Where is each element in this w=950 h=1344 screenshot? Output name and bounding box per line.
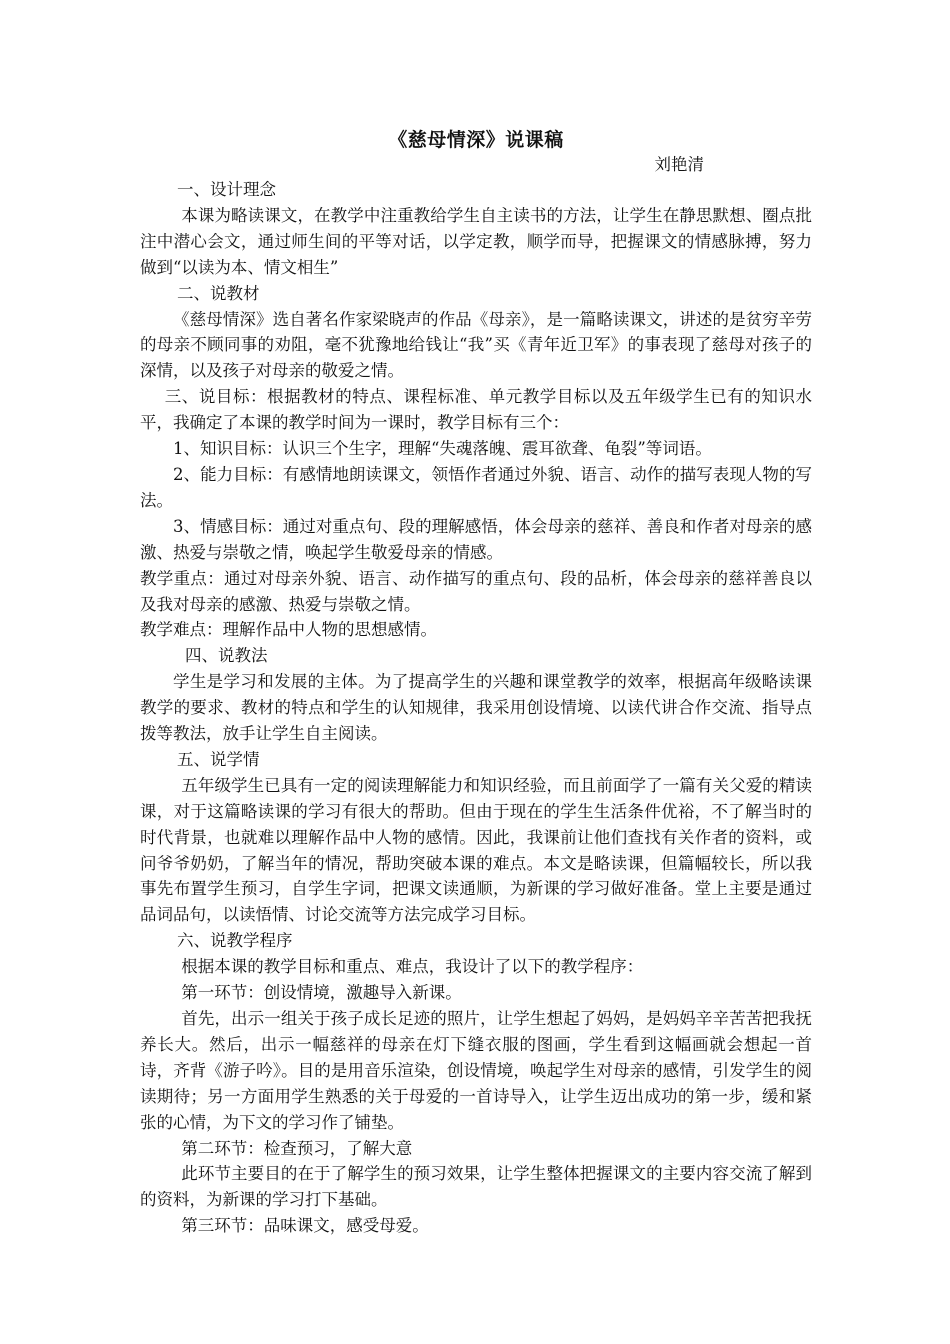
section-heading-s2-head: 二、说教材	[177, 283, 260, 303]
paragraph-difficulty: 教学难点：理解作品中人物的思想感情。	[140, 620, 437, 640]
paragraph-s4-body: 学生是学习和发展的主体。为了提高学生的兴趣和课堂教学的效率，根据高年级略读课教学的要求、教材的特点和学生的认知规律，我采用创设情境、以读代讲合作交流、指导点拨等教法，放手让学生自主阅读。	[140, 672, 812, 744]
document-title: 《慈母情深》说课稿	[388, 129, 564, 151]
paragraph-goal-2: 2、能力目标：有感情地朗读课文，领悟作者通过外貌、语言、动作的描写表现人物的写法。	[140, 464, 812, 510]
paragraph-goal-3: 3、情感目标：通过对重点句、段的理解感悟，体会母亲的慈祥、善良和作者对母亲的感激、热爱与崇敬之情，唤起学生敬爱母亲的情感。	[140, 516, 812, 562]
paragraph-step1-body: 首先，出示一组关于孩子成长足迹的照片，让学生想起了妈妈，是妈妈辛辛苦苦把我抚养长大。然后，出示一幅慈祥的母亲在灯下缝衣服的图画，学生看到这幅画就会想起一首诗，齐背《游子吟》。目的是用音乐渲染，创设情境，唤起学生对母亲的感情，引发学生的阅读期待；另一方面用学生熟悉的关于母爱的一首诗导入，让学生迈出成功的第一步，缓和紧张的心情，为下文的学习作了铺垫。	[140, 1009, 812, 1132]
paragraph-step2-head: 第二环节：检查预习，了解大意	[181, 1138, 413, 1158]
paragraph-key-point: 教学重点：通过对母亲外貌、语言、动作描写的重点句、段的品析，体会母亲的慈祥善良以及我对母亲的感激、热爱与崇敬之情。	[140, 568, 812, 614]
section-heading-s5-head: 五、说学情	[177, 749, 260, 769]
paragraph-goal-1: 1、知识目标：认识三个生字，理解“失魂落魄、震耳欲聋、龟裂”等词语。	[173, 439, 712, 459]
paragraph-s5-body: 五年级学生已具有一定的阅读理解能力和知识经验，而且前面学了一篇有关父爱的精读课，对于这篇略读课的学习有很大的帮助。但由于现在的学生生活条件优裕，不了解当时的时代背景，也就难以理解作品中人物的感情。因此，我课前让他们查找有关作者的资料，或问爷爷奶奶，了解当年的情况，帮助突破本课的难点。本文是略读课，但篇幅较长，所以我事先布置学生预习，自学生字词，把课文读通顺，为新课的学习做好准备。堂上主要是通过品词品句，以读悟情、讨论交流等方法完成学习目标。	[140, 775, 812, 925]
paragraph-step2-body: 此环节主要目的在于了解学生的预习效果，让学生整体把握课文的主要内容交流了解到的资料，为新课的学习打下基础。	[140, 1164, 812, 1210]
paragraph-step3-head: 第三环节：品味课文，感受母爱。	[181, 1216, 429, 1236]
author-name: 刘艳清	[654, 155, 704, 174]
section-heading-s4-head: 四、说教法	[185, 646, 268, 666]
paragraph-step1-head: 第一环节：创设情境，激趣导入新课。	[181, 983, 462, 1003]
document-body	[140, 177, 812, 1239]
section-heading-s1-head: 一、设计理念	[177, 180, 276, 199]
paragraph-s2-body: 《慈母情深》选自著名作家梁晓声的作品《母亲》，是一篇略读课文，讲述的是贫穷辛劳的母亲不顾同事的劝阻，毫不犹豫地给钱让“我”买《青年近卫军》的事表现了慈母对孩子的深情，以及孩子对母亲的敬爱之情。	[140, 309, 812, 381]
section-heading-s6-head: 六、说教学程序	[177, 931, 293, 951]
paragraph-s6-body: 根据本课的教学目标和重点、难点，我设计了以下的教学程序：	[181, 957, 644, 977]
document-page	[140, 127, 812, 1239]
paragraph-s1-body: 本课为略读课文，在教学中注重教给学生自主读书的方法，让学生在静思默想、圈点批注中潜心会文，通过师生间的平等对话，以学定教，顺学而导，把握课文的情感脉搏，努力做到“以读为本、情文相生”	[140, 205, 812, 277]
paragraph-s3-body: 三、说目标：根据教材的特点、课程标准、单元教学目标以及五年级学生已有的知识水平，我确定了本课的教学时间为一课时，教学目标有三个：	[140, 387, 812, 433]
